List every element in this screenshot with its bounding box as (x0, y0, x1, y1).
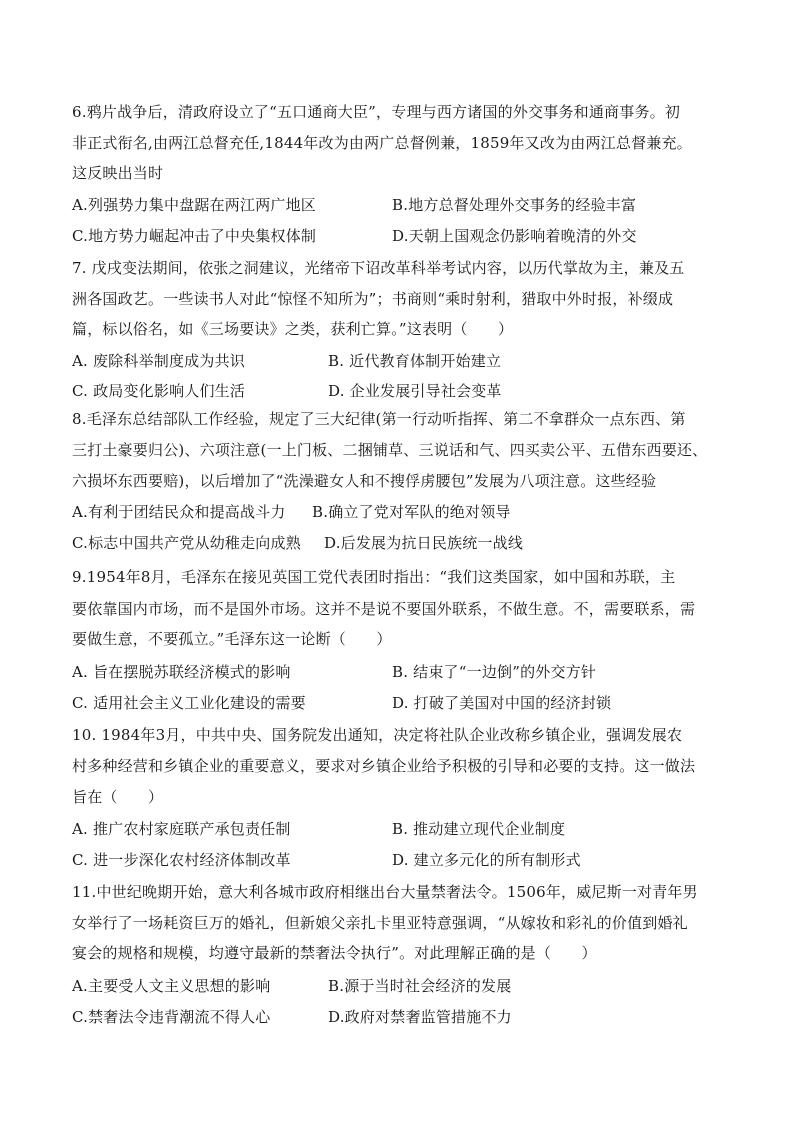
question-8-option-b: B.确立了党对军队的绝对领导 (312, 503, 511, 521)
question-7-option-b: B. 近代教育体制开始建立 (328, 352, 502, 370)
question-10-option-d: D. 建立多元化的所有制形式 (392, 851, 581, 869)
question-7-stem-line-1: 7. 戊戌变法期间，依张之洞建议，光绪帝下诏改革科举考试内容，以历代掌故为主，兼及五 (72, 259, 685, 277)
question-8-option-c: C.标志中国共产党从幼稚走向成熟 (72, 534, 301, 552)
question-9-option-a: A. 旨在摆脱苏联经济模式的影响 (72, 663, 291, 681)
question-7-stem-line-2: 洲各国政艺。一些读书人对此“惊怪不知所为”；书商则“乘时射利，猎取中外时报，补缀成 (72, 290, 674, 308)
question-7-option-d: D. 企业发展引导社会变革 (328, 382, 502, 400)
question-9-option-d: D. 打破了美国对中国的经济封锁 (392, 694, 612, 712)
question-7-option-c: C. 政局变化影响人们生活 (72, 382, 246, 400)
question-6-option-b: B.地方总督处理外交事务的经验丰富 (392, 196, 637, 214)
question-7-option-a: A. 废除科举制度成为共识 (72, 352, 245, 370)
question-8-stem-line-2: 三打土豪要归公)、六项注意(一上门板、二捆铺草、三说话和气、四买卖公平、五借东西要还、 (72, 441, 708, 459)
question-6-option-c: C.地方势力崛起冲击了中央集权体制 (72, 227, 317, 245)
question-10-option-a: A. 推广农村家庭联产承包责任制 (72, 820, 291, 838)
question-11-option-a: A.主要受人文主义思想的影响 (72, 977, 271, 995)
question-8-option-a: A.有利于团结民众和提高战斗力 (72, 503, 286, 521)
question-6-option-a: A.列强势力集中盘踞在两江两广地区 (72, 196, 317, 214)
question-6-stem-line-1: 6.鸦片战争后，清政府设立了“五口通商大臣”，专理与西方诸国的外交事务和通商事务。初 (72, 103, 681, 121)
question-9-option-c: C. 适用社会主义工业化建设的需要 (72, 694, 306, 712)
question-9-stem-line-1: 9.1954年8月，毛泽东在接见英国工党代表团时指出：“我们这类国家，如中国和苏联，主 (72, 568, 676, 586)
question-11-option-b: B.源于当时社会经济的发展 (328, 977, 512, 995)
question-11-stem-line-3: 宴会的规格和规模，均遵守最新的禁奢法令执行”。对此理解正确的是（ ） (72, 944, 597, 962)
question-8-stem-line-1: 8.毛泽东总结部队工作经验，规定了三大纪律(第一行动听指挥、第二不拿群众一点东西、第 (72, 410, 686, 428)
question-8-option-d: D.后发展为抗日民族统一战线 (324, 534, 524, 552)
question-6-stem-line-3: 这反映出当时 (72, 164, 164, 182)
question-11-option-c: C.禁奢法令违背潮流不得人心 (72, 1008, 271, 1026)
question-10-option-b: B. 推动建立现代企业制度 (392, 820, 566, 838)
question-10-option-c: C. 进一步深化农村经济体制改革 (72, 851, 291, 869)
question-8-stem-line-3: 六损坏东西要赔)，以后增加了“洗澡避女人和不搜俘虏腰包”发展为八项注意。这些经验 (72, 472, 657, 490)
question-9-option-b: B. 结束了“一边倒”的外交方针 (392, 663, 597, 681)
question-6-stem-line-2: 非正式衔名,由两江总督充任,1844年改为由两广总督例兼，1859年又改为由两江总督兼充。 (72, 134, 692, 152)
question-10-stem-line-2: 村多种经营和乡镇企业的重要意义，要求对乡镇企业给予积极的引导和必要的支持。这一做法 (72, 757, 696, 775)
question-9-stem-line-3: 要做生意，不要孤立。”毛泽东这一论断（ ） (72, 630, 392, 648)
question-11-stem-line-1: 11.中世纪晚期开始，意大利各城市政府相继出台大量禁奢法令。1506年，威尼斯一对青年男 (72, 883, 698, 901)
question-6-option-d: D.天朝上国观念仍影响着晚清的外交 (392, 227, 637, 245)
question-10-stem-line-1: 10. 1984年3月，中共中央、国务院发出通知，决定将社队企业改称乡镇企业，强调发展农 (72, 726, 683, 744)
question-7-stem-line-3: 篇，标以俗名，如《三场要诀》之类，获利亡算。”这表明（ ） (72, 320, 514, 338)
question-11-stem-line-2: 女举行了一场耗资巨万的婚礼，但新娘父亲扎卡里亚特意强调，“从嫁妆和彩礼的价值到婚礼 (72, 914, 688, 932)
question-9-stem-line-2: 要依靠国内市场，而不是国外市场。这并不是说不要国外联系，不做生意。不，需要联系，需 (72, 600, 696, 618)
question-10-stem-line-3: 旨在（ ） (72, 788, 164, 806)
question-11-option-d: D.政府对禁奢监管措施不力 (328, 1008, 512, 1026)
